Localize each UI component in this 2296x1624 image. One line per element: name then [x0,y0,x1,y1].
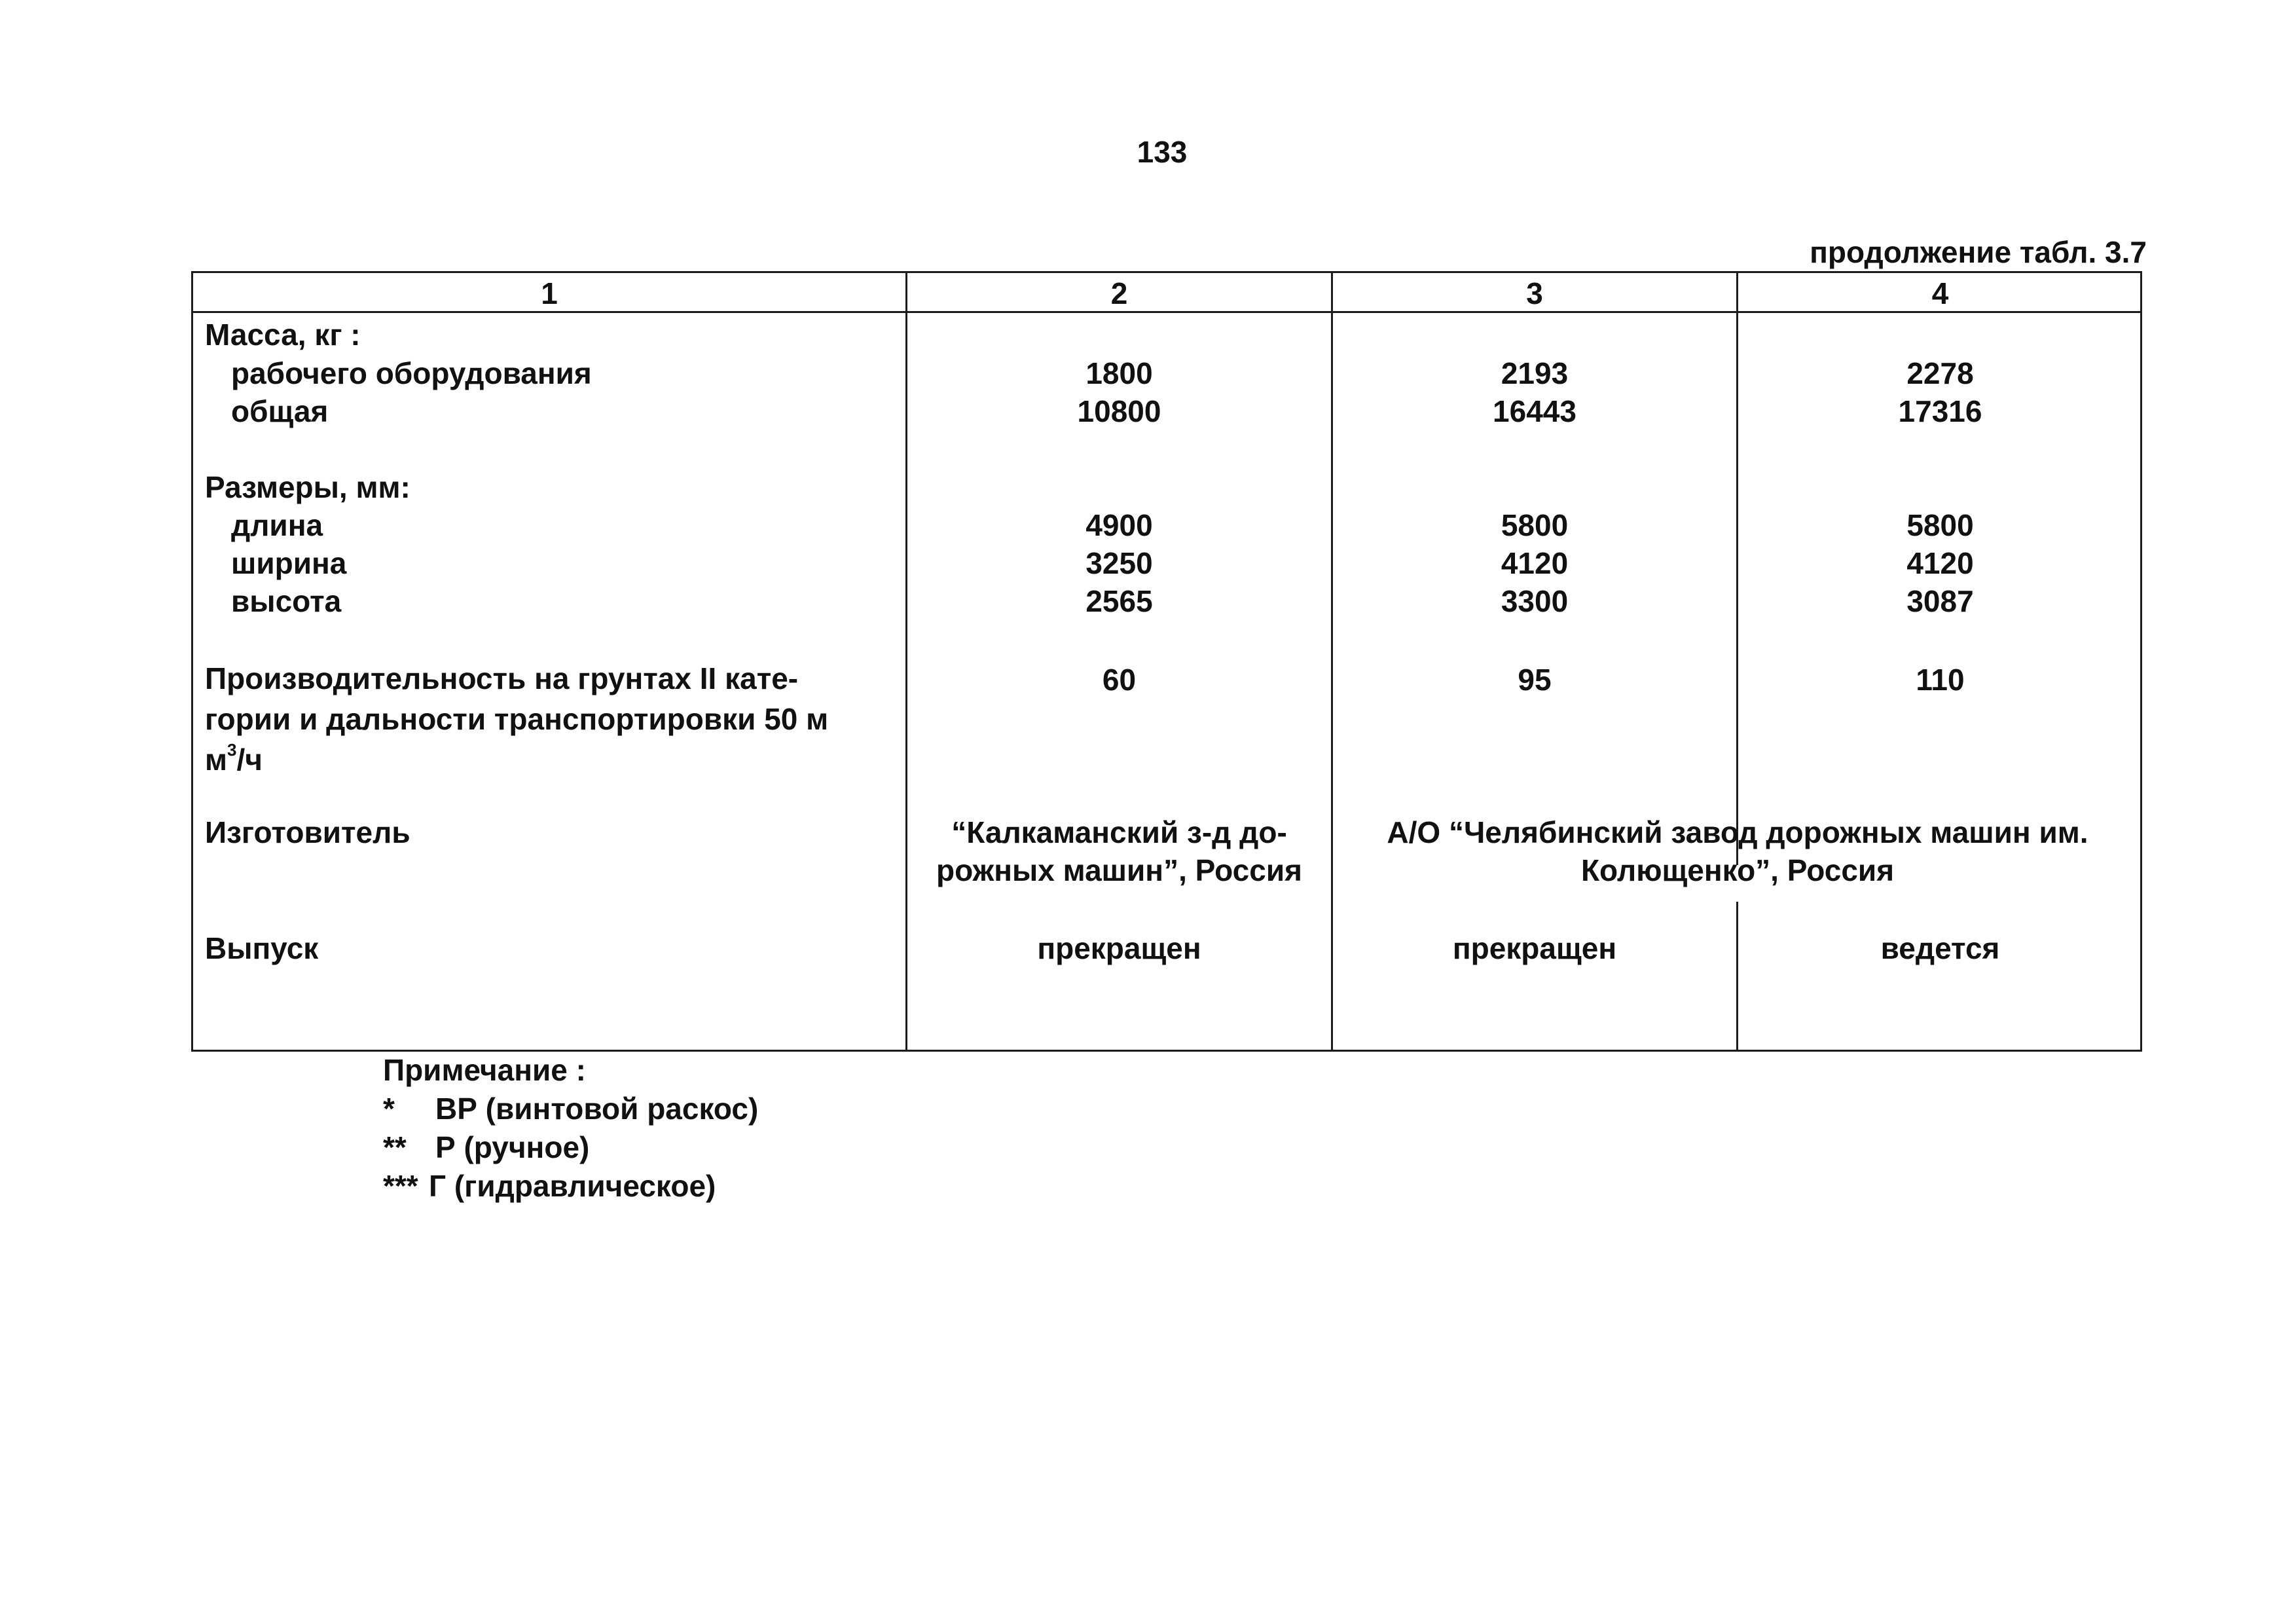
production-label: Выпуск [205,931,319,965]
note-item [383,1128,758,1167]
productivity-label [205,658,899,780]
mass-row-value: 2193 [1501,356,1569,390]
productivity-unit-base: м [205,743,228,777]
manufacturer-col2-line: “Калкаманский з-д до- [951,815,1287,849]
dimension-row-value: 3300 [1501,584,1569,618]
table-caption: продолжение табл. 3.7 [1810,235,2147,269]
dimension-row-value: 5800 [1501,508,1569,542]
specs-table [191,271,2142,1052]
dimensions-heading: Размеры, мм: [205,470,410,504]
notes [383,1051,758,1206]
productivity-unit-rest: /ч [236,743,263,777]
production-status: прекращен [1452,931,1617,965]
productivity-label-line: гории и дальности транспортировки 50 м [205,702,829,736]
mass-row-label: общая [231,394,329,428]
mass-row-label: рабочего оборудования [231,356,592,390]
page-number: 133 [1137,135,1188,169]
note-item [383,1167,758,1206]
dimension-row-value: 3250 [1085,546,1153,580]
header-col-3: 3 [1526,276,1543,310]
dimension-row-label: ширина [231,546,347,580]
note-mark: ** [383,1130,407,1164]
mass-row-value: 16443 [1493,394,1576,428]
manufacturer-col34-line: А/О “Челябинский завод дорожных машин им. [1387,815,2088,849]
note-text: Р (ручное) [435,1130,590,1164]
dimension-row-value: 4120 [1906,546,1974,580]
notes-title: Примечание : [383,1053,586,1087]
manufacturer-col2 [907,813,1331,889]
manufacturer-col34 [1333,813,2142,889]
note-text: ВР (винтовой раскос) [435,1092,759,1126]
header-col-1: 1 [541,276,558,310]
productivity-unit [205,739,899,780]
note-mark: * [383,1092,395,1126]
dimension-row-value: 4900 [1085,508,1153,542]
productivity-value: 95 [1518,663,1552,697]
dimension-row-label: высота [231,584,342,618]
mass-row-value: 10800 [1077,394,1161,428]
note-mark: *** [383,1169,418,1203]
manufacturer-col34-line: Колющенко”, Россия [1580,853,1895,887]
manufacturer-col2-line: рожных машин”, Россия [936,853,1302,887]
production-status: прекращен [1037,931,1201,965]
production-status: ведется [1880,931,2000,965]
mass-heading: Масса, кг : [205,318,361,352]
dimension-row-value: 5800 [1906,508,1974,542]
productivity-unit-exponent: 3 [227,740,237,760]
note-item [383,1090,758,1128]
header-col-4: 4 [1931,276,1949,310]
header-divider [193,311,2140,313]
mass-row-value: 2278 [1906,356,1974,390]
column-divider-3-lower [1736,902,1738,1050]
dimension-row-value: 4120 [1501,546,1569,580]
note-text: Г (гидравлическое) [429,1169,716,1203]
dimension-row-label: длина [231,508,323,542]
mass-row-value: 1800 [1085,356,1153,390]
mass-row-value: 17316 [1898,394,1982,428]
header-col-2: 2 [1110,276,1128,310]
productivity-value: 110 [1916,663,1965,697]
dimension-row-value: 3087 [1906,584,1974,618]
manufacturer-label: Изготовитель [205,815,410,849]
productivity-value: 60 [1102,663,1137,697]
productivity-label-line: Производительность на грунтах II кате- [205,661,799,695]
dimension-row-value: 2565 [1085,584,1153,618]
